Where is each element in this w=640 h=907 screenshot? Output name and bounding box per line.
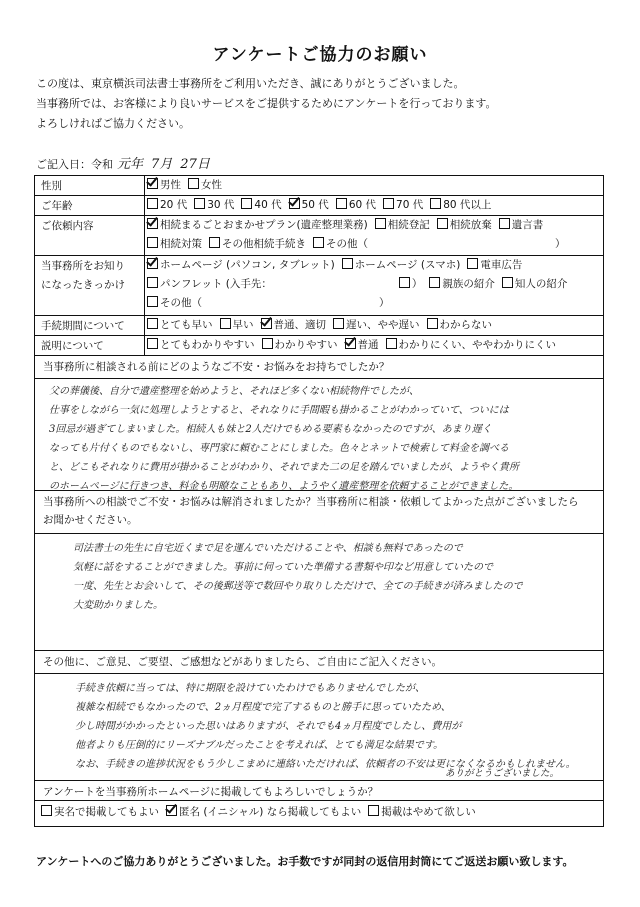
checkbox-option[interactable] xyxy=(209,238,306,250)
answer-line: 司法書士の先生に自宅近くまで足を運んでいただけることや、相談も無料であったので xyxy=(73,543,463,554)
checkbox-icon[interactable] xyxy=(147,237,158,248)
checkbox-option[interactable] xyxy=(368,806,476,818)
request-options-1 xyxy=(147,216,599,235)
option-label: 80 代以上 xyxy=(443,199,492,211)
checkbox-icon[interactable] xyxy=(313,237,324,248)
checkbox-icon[interactable] xyxy=(147,318,158,329)
option-label: 相続登記 xyxy=(387,219,430,231)
source-referral xyxy=(429,278,574,290)
checkbox-option[interactable] xyxy=(467,259,522,271)
period-label: 手続期間について xyxy=(35,316,145,335)
source-other xyxy=(147,297,209,309)
answer-line: 一度、先生とお会いして、その後郵送等で数回やり取りしただけで、全ての手続きが済みましたので xyxy=(73,581,523,592)
checkbox-option[interactable] xyxy=(147,238,202,250)
date-day[interactable]: 27日 xyxy=(180,157,210,172)
option-label: わかりやすい xyxy=(274,339,338,351)
request-options-2 xyxy=(147,238,375,250)
answer-line: 他者よりも圧倒的にリーズナブルだったことを考えれば、とても満足な結果です。 xyxy=(75,740,444,751)
checkbox-option[interactable] xyxy=(194,199,234,211)
checkbox-icon[interactable] xyxy=(383,198,394,209)
option-label: ホームページ (パソコン, タブレット) xyxy=(160,259,335,271)
checkbox-icon[interactable] xyxy=(427,318,438,329)
checkbox-icon[interactable] xyxy=(147,296,158,307)
q1-answer[interactable] xyxy=(49,382,597,496)
answer-line: なお、手続きの進捗状況をもう少しこまめに連絡いただければ、依頼者の不安は更になくなるかもしれません。 xyxy=(75,759,576,770)
checkbox-icon[interactable] xyxy=(375,218,386,229)
checkbox-option[interactable] xyxy=(345,339,379,351)
checkbox-option[interactable] xyxy=(147,259,335,271)
checkbox-option[interactable] xyxy=(166,806,361,818)
intro-text xyxy=(36,74,496,134)
checkbox-option[interactable] xyxy=(241,199,281,211)
publish-options xyxy=(35,801,603,824)
checkbox-option[interactable] xyxy=(427,319,493,331)
option-label: その他（ xyxy=(160,297,202,309)
q2-section xyxy=(35,491,603,651)
date-era-year[interactable]: 元年 xyxy=(117,157,144,172)
option-label: 匿名 (イニシャル) なら掲載してもよい xyxy=(179,806,362,818)
checked-box-icon[interactable] xyxy=(345,338,356,349)
option-label: 40 代 xyxy=(254,199,282,211)
checkbox-option[interactable] xyxy=(188,179,222,191)
option-label: 遅い、やや遅い xyxy=(346,319,420,331)
explain-options xyxy=(147,336,599,355)
option-label: 普通、適切 xyxy=(273,319,326,331)
checkbox-icon[interactable] xyxy=(241,198,252,209)
option-label: 相続まるごとおまかせプラン(遺産整理業務) xyxy=(160,219,368,231)
checkbox-option[interactable] xyxy=(342,259,461,271)
checkbox-icon[interactable] xyxy=(386,338,397,349)
option-label: とても早い xyxy=(160,319,213,331)
age-label: ご年齢 xyxy=(35,196,145,215)
checkbox-icon[interactable] xyxy=(333,318,344,329)
source-pamphlet-close xyxy=(399,278,430,290)
checkbox-icon[interactable] xyxy=(502,277,513,288)
answer-line: 気軽に話をすることができました。事前に伺っていた準備する書類や印など用意していたので xyxy=(73,562,493,573)
checkbox-option[interactable] xyxy=(289,199,329,211)
source-other-close: ） xyxy=(379,297,390,309)
option-label: ） xyxy=(411,278,423,290)
checkbox-option[interactable] xyxy=(429,278,495,290)
checkbox-icon[interactable] xyxy=(262,338,273,349)
option-label: 相続放棄 xyxy=(449,219,492,231)
answer-line: 大変助かりました。 xyxy=(73,600,163,611)
checkbox-option[interactable] xyxy=(333,319,420,331)
checkbox-option[interactable] xyxy=(399,278,423,290)
checkbox-option[interactable] xyxy=(147,179,181,191)
checkbox-icon[interactable] xyxy=(147,338,158,349)
answer-line: なっても片付くものでもないし、専門家に頼むことにしました。色々とネットで検索して料金を調べる xyxy=(49,443,509,454)
checkbox-icon[interactable] xyxy=(147,198,158,209)
publish-question: アンケートを当事務所ホームページに掲載してもよろしいでしょうか？ xyxy=(43,786,379,798)
gender-label: 性別 xyxy=(35,176,145,195)
intro-line: この度は、東京横浜司法書士事務所をご利用いただき、誠にありがとうございました。 xyxy=(36,77,465,90)
gender-row xyxy=(35,176,603,196)
option-label: わからない xyxy=(439,319,492,331)
option-label: その他相続手続き xyxy=(222,238,306,250)
option-label: 実名で掲載してもよい xyxy=(54,806,159,818)
explain-label: 説明について xyxy=(35,336,145,355)
checkbox-option[interactable] xyxy=(147,278,272,290)
checkbox-option[interactable] xyxy=(499,219,544,231)
answer-line: と、どこもそれなりに費用が掛かることがわかり、それでまた二の足を踏んでいましたが、ようやく貴所 xyxy=(49,462,519,473)
checkbox-option[interactable] xyxy=(313,238,368,250)
answer-line: 少し時間がかかったといった思いはありますが、それでも4ヵ月程度でしたし、費用が xyxy=(75,721,462,732)
answer-line: 手続き依頼に当っては、特に期限を設けていたわけでもありませんでしたが、 xyxy=(75,683,425,694)
option-label: 普通 xyxy=(357,339,379,351)
option-label: 20 代 xyxy=(160,199,188,211)
footer-text: アンケートへのご協力ありがとうございました。お手数ですが同封の返信用封筒にてご返送お願い致します。 xyxy=(36,855,574,868)
checkbox-option[interactable] xyxy=(261,319,327,331)
q1-section xyxy=(35,356,603,491)
checkbox-icon[interactable] xyxy=(467,258,478,269)
option-label: その他（ xyxy=(326,238,368,250)
option-label: 相続対策 xyxy=(160,238,202,250)
checkbox-icon[interactable] xyxy=(430,198,441,209)
answer-line: 仕事をしながら一気に処理しようとすると、それなりに手間暇も掛かることがわかっていて、ついには xyxy=(49,405,509,416)
checkbox-icon[interactable] xyxy=(342,258,353,269)
option-label: 70 代 xyxy=(396,199,424,211)
checkbox-icon[interactable] xyxy=(336,198,347,209)
period-row xyxy=(35,316,603,336)
publish-question-row xyxy=(35,781,603,801)
explain-row xyxy=(35,336,603,356)
request-other-close: ） xyxy=(555,238,566,250)
q3-answer[interactable] xyxy=(75,679,597,774)
thanks-note: ありがとうございました。 xyxy=(445,768,560,779)
checkbox-option[interactable] xyxy=(147,297,202,309)
source-options-1 xyxy=(147,256,599,275)
checkbox-option[interactable] xyxy=(147,219,368,231)
survey-form xyxy=(34,175,604,827)
answer-line: のホームページに行きつき、料金も明瞭なこともあり、ようやく遺産整理を依頼することができました。 xyxy=(49,481,519,492)
intro-line: よろしければご協力ください。 xyxy=(36,117,190,130)
checked-box-icon[interactable] xyxy=(261,318,272,329)
source-pamphlet xyxy=(147,278,279,290)
checkbox-icon[interactable] xyxy=(147,277,158,288)
date-line xyxy=(36,153,214,172)
checkbox-option[interactable] xyxy=(383,199,423,211)
q3-section xyxy=(35,651,603,781)
option-label: 掲載はやめて欲しい xyxy=(381,806,476,818)
q2-question: 当事務所への相談でご不安・お悩みは解消されましたか？当事務所に相談・依頼してよかった点がございましたらお聞かせください。 xyxy=(43,496,579,526)
checkbox-option[interactable] xyxy=(147,339,255,351)
source-label-line1: 当事務所をお知り xyxy=(41,260,125,272)
option-label: 男性 xyxy=(160,179,181,191)
publish-options-row xyxy=(35,801,603,825)
checkbox-option[interactable] xyxy=(386,339,557,351)
option-label: 50 代 xyxy=(301,199,329,211)
page-title: アンケートご協力のお願い xyxy=(212,45,428,65)
request-label: ご依頼内容 xyxy=(35,216,145,255)
checkbox-icon[interactable] xyxy=(429,277,440,288)
source-row xyxy=(35,256,603,316)
checkbox-icon[interactable] xyxy=(399,277,410,288)
divider xyxy=(35,378,603,379)
checkbox-icon[interactable] xyxy=(194,198,205,209)
checkbox-option[interactable] xyxy=(147,199,187,211)
checked-box-icon[interactable] xyxy=(166,805,177,816)
checked-box-icon[interactable] xyxy=(147,178,158,189)
checkbox-option[interactable] xyxy=(336,199,376,211)
option-label: ホームページ (スマホ) xyxy=(354,259,461,271)
q1-question: 当事務所に相談される前にどのようなご不安・お悩みをお持ちでしたか？ xyxy=(43,361,390,373)
option-label: 電車広告 xyxy=(480,259,523,271)
checkbox-option[interactable] xyxy=(437,219,492,231)
gender-options xyxy=(147,176,599,195)
checkbox-icon[interactable] xyxy=(499,218,510,229)
date-month[interactable]: 7月 xyxy=(151,157,173,172)
age-row xyxy=(35,196,603,216)
checkbox-option[interactable] xyxy=(375,219,430,231)
checkbox-option[interactable] xyxy=(430,199,491,211)
checked-box-icon[interactable] xyxy=(147,258,158,269)
q2-answer[interactable] xyxy=(73,539,597,615)
checkbox-icon[interactable] xyxy=(368,805,379,816)
source-label-line2: になったきっかけ xyxy=(41,279,125,291)
option-label: 遺言書 xyxy=(511,219,544,231)
request-row xyxy=(35,216,603,256)
intro-line: 当事務所では、お客様により良いサービスをご提供するためにアンケートを行っております。 xyxy=(36,97,497,110)
date-label: ご記入日：令和 xyxy=(36,158,113,171)
option-label: 女性 xyxy=(201,179,222,191)
period-options xyxy=(147,316,599,335)
checkbox-option[interactable] xyxy=(41,806,159,818)
checkbox-option[interactable] xyxy=(147,319,213,331)
checkbox-option[interactable] xyxy=(502,278,568,290)
checked-box-icon[interactable] xyxy=(147,218,158,229)
source-label xyxy=(35,256,145,315)
answer-line: 複雑な相続でもなかったので、2ヵ月程度で完了するものと勝手に思っていたため、 xyxy=(75,702,451,713)
checkbox-icon[interactable] xyxy=(220,318,231,329)
option-label: とてもわかりやすい xyxy=(160,339,255,351)
checkbox-icon[interactable] xyxy=(209,237,220,248)
checkbox-option[interactable] xyxy=(262,339,338,351)
checkbox-icon[interactable] xyxy=(437,218,448,229)
answer-line: 父の葬儀後、自分で遺産整理を始めようと、それほど多くない相続物件でしたが、 xyxy=(49,386,419,397)
divider xyxy=(35,533,603,534)
q3-question: その他に、ご意見、ご要望、ご感想などがありましたら、ご自由にご記入ください。 xyxy=(43,656,442,668)
option-label: 親族の紹介 xyxy=(442,278,495,290)
checkbox-icon[interactable] xyxy=(188,178,199,189)
divider xyxy=(35,673,603,674)
option-label: 30 代 xyxy=(207,199,235,211)
option-label: パンフレット (入手先： xyxy=(160,278,272,290)
checkbox-icon[interactable] xyxy=(41,805,52,816)
option-label: 60 代 xyxy=(348,199,377,211)
age-options xyxy=(147,196,599,215)
option-label: 知人の紹介 xyxy=(514,278,568,290)
checked-box-icon[interactable] xyxy=(289,198,300,209)
checkbox-option[interactable] xyxy=(220,319,254,331)
answer-line: 3回忌が過ぎてしまいました。相続人も妹と2人だけでもめる要素もなかったのですが、あまり遅く xyxy=(49,424,492,435)
option-label: 早い xyxy=(232,319,254,331)
option-label: わかりにくい、ややわかりにくい xyxy=(398,339,556,351)
